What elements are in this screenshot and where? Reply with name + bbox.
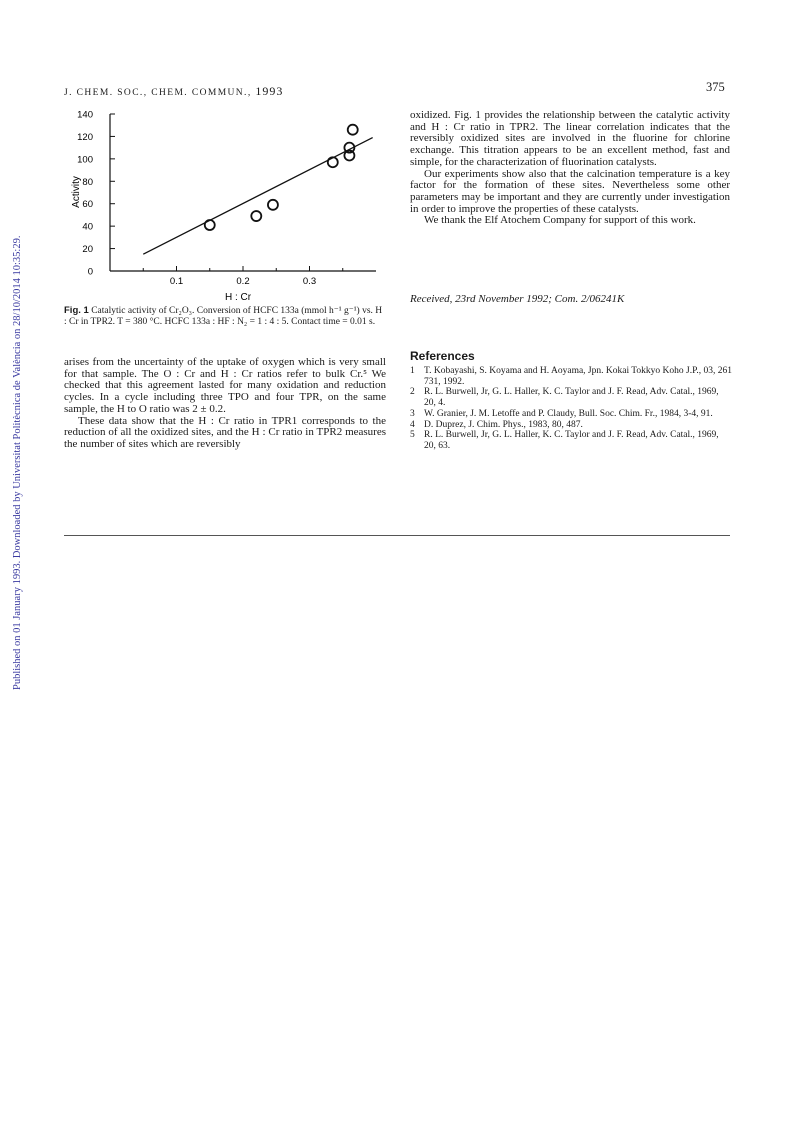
activity-chart [64,104,394,304]
chart-fit-line [143,138,372,255]
reference-item: 4 D. Duprez, J. Chim. Phys., 1983, 80, 487. [410,419,583,430]
chart-axes [110,114,376,271]
chart-ticks [77,110,343,288]
y-tick-label: 120 [77,131,93,143]
figure-caption [64,305,387,328]
data-point [268,200,278,210]
y-tick-label: 0 [87,266,93,278]
references-list [410,366,732,452]
x-tick-label: 0.2 [236,276,250,287]
right-paragraph-3: We thank the Elf Atochem Company for support of this work. [424,214,696,227]
left-column-text [64,357,386,451]
reference-item: 3 W. Granier, J. M. Letoffe and P. Claudy, Bull. Soc. Chim. Fr., 1984, 3-4, 91. [410,408,713,419]
journal-year: 1993 [255,84,284,98]
figure-label: Fig. 1 [64,305,89,316]
data-point [348,125,358,135]
chart-y-label: Activity [71,176,82,208]
received-line: Received, 23rd November 1992; Com. 2/06241K [410,293,625,305]
y-tick-label: 100 [77,154,93,166]
data-point [328,157,338,167]
left-paragraph-2: These data show that the H : Cr ratio in TPR1 corresponds to the reduction of all the oxidized sites, and the H : Cr ratio in TPR2 measures the number of sites which are reversibly [64,414,386,450]
journal-name: J. CHEM. SOC., CHEM. COMMUN., [64,88,252,98]
regression-line [143,138,372,255]
x-tick-label: 0.1 [169,276,184,287]
y-tick-label: 80 [82,176,93,188]
references-heading: References [410,349,475,363]
data-point [205,220,215,230]
reference-item: 5 R. L. Burwell, Jr, G. L. Haller, K. C. Taylor and J. F. Read, Adv. Catal., 1969, 20, 63. [410,430,719,451]
figure-caption-text: Catalytic activity of Cr₂O₃. Conversion of HCFC 133a (mmol h⁻¹ g⁻¹) vs. H : Cr in TPR2. T = 380 °C. HCFC 133a : HF : N₂ = 1 : 4 : 5. Contact time = 0.01 s. [64,306,383,327]
download-stamp: Published on 01 January 1993. Downloaded by Universitat Politècnica de València on 28/10/2014 10:35:29. [12,235,23,690]
running-header [64,84,283,99]
chart-x-label: H : Cr [224,292,252,303]
y-tick-label: 40 [82,221,93,233]
reference-item: 2 R. L. Burwell, Jr, G. L. Haller, K. C. Taylor and J. F. Read, Adv. Catal., 1969, 20, 4. [410,387,719,409]
reference-item: 1 T. Kobayashi, S. Koyama and H. Aoyama, Jpn. Kokai Tokkyo Koho J.P., 03, 261 731, 1992. [410,366,732,387]
page-rule [64,535,730,536]
right-paragraph-1: oxidized. Fig. 1 provides the relationship between the catalytic activity and H : Cr ratio in TPR2. The linear correlation indicates that the reversibly oxidized sites are involved in the fluorine for chlorine exchange. This titration appears to be an excellent method, fast and simple, for the characterization of fluorination catalysts. [410,109,730,168]
y-tick-label: 60 [82,199,93,211]
y-tick-label: 140 [77,109,93,121]
left-paragraph-1: arises from the uncertainty of the uptake of oxygen which is very small for that sample. The O : Cr and H : Cr ratios refer to bulk Cr.⁵ We checked that this agreement lasted for many oxidation and reduction cycles. In a cycle including three TPO and four TPR, on the same sample, the H to O ratio was 2 ± 0.2. [64,356,386,415]
data-point [251,211,261,221]
page-number: 375 [706,80,725,94]
chart-points [205,125,358,230]
x-tick-label: 0.3 [302,276,317,287]
y-tick-label: 20 [82,244,93,256]
right-paragraph-2: Our experiments show also that the calcination temperature is a key factor for the formation of these sites. Nevertheless some other parameters may be important and they are currently under investigation in order to improve the properties of these catalysts. [410,167,730,215]
right-column-text [410,110,730,227]
